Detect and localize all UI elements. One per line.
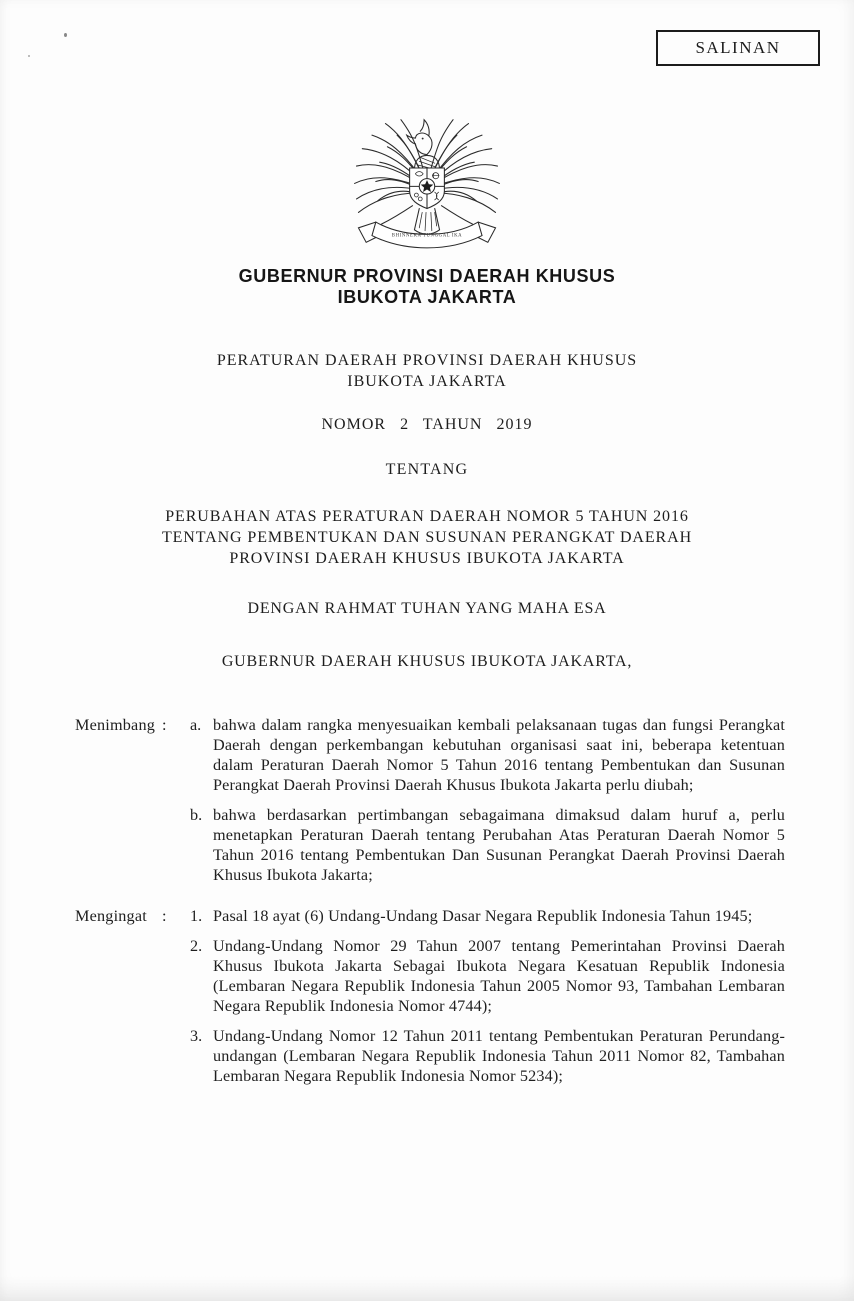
scan-speck xyxy=(64,33,67,37)
mengingat-item-3 xyxy=(190,1026,785,1086)
regulation-title xyxy=(0,350,854,392)
about-label: TENTANG xyxy=(385,461,469,478)
regulation-title-line1: PERATURAN DAERAH PROVINSI DAERAH KHUSUS xyxy=(216,352,638,369)
grace-clause: DENGAN RAHMAT TUHAN YANG MAHA ESA xyxy=(247,600,607,617)
menimbang-item-b xyxy=(190,805,785,885)
salinan-stamp xyxy=(656,30,820,66)
regulation-subject xyxy=(0,506,854,569)
banner-motto-text: BHINNEKA TUNGGAL IKA xyxy=(391,233,463,239)
item-marker: 3. xyxy=(190,1027,203,1045)
mengingat-label: Mengingat xyxy=(75,907,147,925)
menimbang-item-a xyxy=(190,715,785,795)
item-text: Undang-Undang Nomor 12 Tahun 2011 tentang Pembentukan Peraturan Perundang-undangan (Lembaran Negara Republik Indonesia Tahun 2011 Nomor 82, Tambahan Lembaran Negara Republik Indonesia Nomor 5234); xyxy=(213,1027,785,1085)
mengingat-colon: : xyxy=(162,907,167,925)
menimbang-section xyxy=(75,715,785,885)
item-marker: a. xyxy=(190,716,202,734)
regulation-title-line2: IBUKOTA JAKARTA xyxy=(347,373,507,390)
item-text: Undang-Undang Nomor 29 Tahun 2007 tentang Pemerintahan Provinsi Daerah Khusus Ibukota Jakarta Sebagai Ibukota Negara Kesatuan Republik Indonesia (Lembaran Negara Republik Indonesia Tahun 2005 Nomor 93, Tambahan Lembaran Negara Republik Indonesia Nomor 4744); xyxy=(213,937,785,1015)
mengingat-item-2 xyxy=(190,936,785,1016)
subject-line3: PROVINSI DAERAH KHUSUS IBUKOTA JAKARTA xyxy=(229,550,625,567)
item-text: Pasal 18 ayat (6) Undang-Undang Dasar Negara Republik Indonesia Tahun 1945; xyxy=(213,907,753,925)
garuda-banner-icon xyxy=(358,222,495,248)
scan-shadow xyxy=(0,1275,854,1301)
item-text: bahwa dalam rangka menyesuaikan kembali pelaksanaan tugas dan fungsi Perangkat Daerah dengan perkembangan kebutuhan organisasi saat ini, beberapa ketentuan dalam Peraturan Daerah Nomor 5 Tahun 2016 tentang Pembentukan dan Susunan Perangkat Daerah Provinsi Daerah Khusus Ibukota Jakarta perlu diubah; xyxy=(213,716,785,794)
authority-line: GUBERNUR DAERAH KHUSUS IBUKOTA JAKARTA, xyxy=(221,653,633,670)
item-marker: b. xyxy=(190,806,203,824)
salinan-label: SALINAN xyxy=(695,38,781,57)
item-text: bahwa berdasarkan pertimbangan sebagaimana dimaksud dalam huruf a, perlu menetapkan Peraturan Daerah tentang Perubahan Atas Peraturan Daerah Nomor 5 Tahun 2016 tentang Pembentukan Dan Susunan Perangkat Daerah Provinsi Daerah Khusus Ibukota Jakarta; xyxy=(213,806,785,884)
scan-speck xyxy=(28,55,30,57)
garuda-pancasila-emblem xyxy=(342,112,512,252)
mengingat-item-1 xyxy=(190,906,785,926)
pancasila-shield-icon xyxy=(410,168,445,209)
menimbang-label: Menimbang xyxy=(75,716,156,734)
letterhead-line1: GUBERNUR PROVINSI DAERAH KHUSUS xyxy=(238,266,616,286)
item-marker: 1. xyxy=(190,907,203,925)
menimbang-colon: : xyxy=(162,716,167,734)
item-marker: 2. xyxy=(190,937,203,955)
garuda-head-icon xyxy=(407,120,432,155)
subject-line2: TENTANG PEMBENTUKAN DAN SUSUNAN PERANGKAT DAERAH xyxy=(161,529,693,546)
garuda-tail-icon xyxy=(414,209,439,235)
mengingat-section xyxy=(75,906,785,1086)
letterhead xyxy=(0,266,854,308)
regulation-number: NOMOR 2 TAHUN 2019 xyxy=(321,416,533,433)
subject-line1: PERUBAHAN ATAS PERATURAN DAERAH NOMOR 5 TAHUN 2016 xyxy=(165,508,689,525)
letterhead-line2: IBUKOTA JAKARTA xyxy=(337,287,517,307)
